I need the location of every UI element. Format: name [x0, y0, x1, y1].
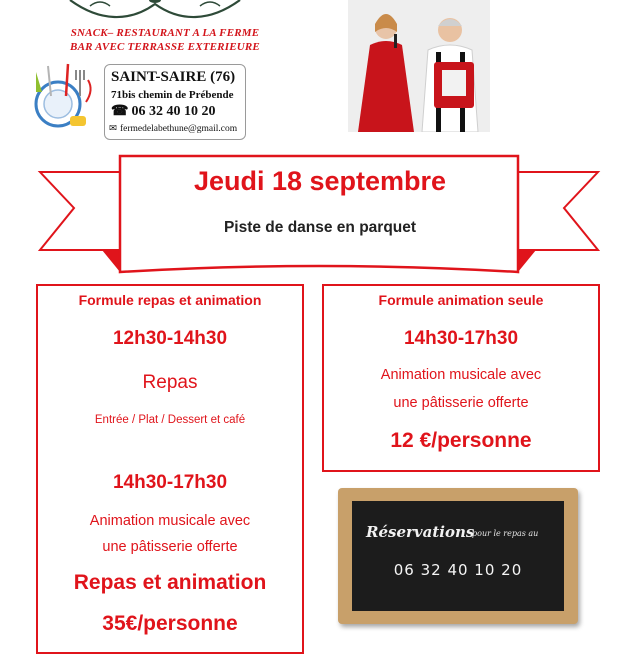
envelope-icon: ✉ — [109, 124, 117, 134]
formula-meal-box — [36, 284, 304, 654]
phone-line — [111, 103, 215, 120]
animation-right-line-2: une pâtisserie offerte — [393, 395, 529, 411]
reservation-phone: 06 32 40 10 20 — [393, 561, 523, 579]
tagline-restaurant: SNACK– RESTAURANT A LA FERME — [70, 27, 260, 39]
dance-floor-subtitle: Piste de danse en parquet — [223, 219, 417, 236]
email-address: fermedelabethune@gmail.com — [119, 124, 238, 134]
animation-time-right: 14h30-17h30 — [403, 328, 519, 349]
meal-price: 35€/personne — [102, 612, 238, 635]
decorative-ornament — [60, 0, 250, 24]
formula-animation-box — [322, 284, 600, 472]
event-date-title: Jeudi 18 septembre — [193, 166, 447, 196]
animation-time: 14h30-17h30 — [112, 472, 228, 493]
menu-details: Entrée / Plat / Dessert et café — [94, 414, 246, 426]
email-line — [109, 123, 237, 134]
animation-right-line-1: Animation musicale avec — [380, 367, 542, 383]
performers-photo — [348, 0, 490, 132]
street-address: 71bis chemin de Prébende — [111, 89, 234, 101]
animation-line-2: une pâtisserie offerte — [102, 539, 238, 555]
formula-meal-heading: Formule repas et animation — [78, 292, 262, 308]
city-label: SAINT-SAIRE (76) — [111, 69, 236, 85]
reservation-note: pour le repas au — [472, 529, 539, 538]
phone-number: 06 32 40 10 20 — [131, 104, 216, 119]
tagline-bar: BAR AVEC TERRASSE EXTERIEURE — [70, 41, 260, 53]
offer-title: Repas et animation — [73, 571, 267, 594]
contact-box — [104, 64, 246, 140]
chalkboard-surface — [352, 501, 564, 611]
phone-icon: ☎ — [111, 104, 129, 119]
meal-label: Repas — [142, 372, 198, 393]
reservation-chalkboard — [338, 488, 578, 624]
tableware-icon — [28, 62, 98, 134]
meal-time: 12h30-14h30 — [112, 328, 228, 349]
reservation-title: Réservations — [366, 523, 475, 541]
animation-price: 12 €/personne — [390, 429, 532, 452]
formula-animation-heading: Formule animation seule — [378, 292, 544, 308]
animation-line-1: Animation musicale avec — [89, 513, 251, 529]
